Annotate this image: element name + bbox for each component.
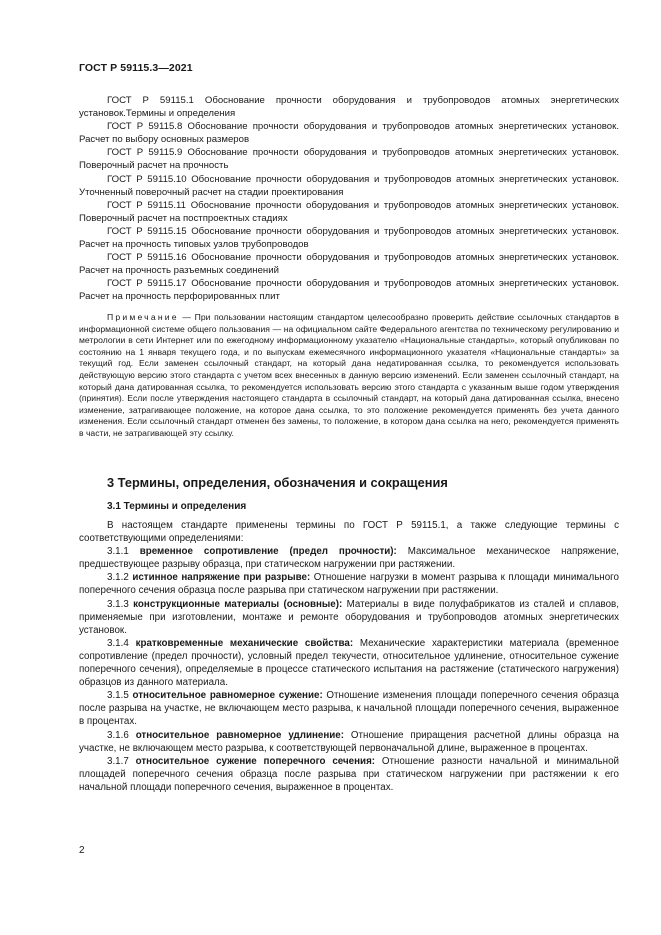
term-text: Отношение изменения площади поперечного сечения образца после разрыва на участке, не включающем место разрыва, к начальной площади поперечного сечения, выраженное в процентах.: [79, 690, 619, 728]
reference-item: ГОСТ Р 59115.15 Обоснование прочности оборудования и трубопроводов атомных энергетических установок. Расчет на прочность типовых узлов трубопроводов: [79, 225, 619, 251]
term-text: Механические характеристики материала (временное сопротивление (предел прочности), условный предел текучести, относительное удлинение, относительное сужение поперечного сечения), определяемые в процессе статического испытания на растяжение (статического нагружения) образцов из данного материала.: [79, 637, 619, 689]
term-number: 3.1.5: [107, 690, 129, 702]
term-name: конструкционные материалы (основные):: [133, 598, 343, 610]
reference-item: ГОСТ Р 59115.11 Обоснование прочности оборудования и трубопроводов атомных энергетических установок. Поверочный расчет на постпроектных стадиях: [79, 199, 619, 224]
note-dash: —: [178, 312, 195, 322]
term-definition: [79, 571, 619, 597]
term-text: Материалы в виде полуфабрикатов из сталей и сплавов, применяемые при изготовлении, монтаже и ремонте оборудования и трубопроводов атомных энергетических установок.: [79, 598, 619, 636]
term-number: 3.1.2: [107, 572, 129, 584]
term-number: 3.1.4: [107, 637, 129, 649]
note-label: Примечание: [107, 312, 179, 322]
term-text: Отношение нагрузки в момент разрыва к площади минимального поперечного сечения образца после разрыва при статическом нагружении при растяжении.: [79, 572, 619, 597]
terms-body: [79, 519, 619, 794]
note-paragraph: [79, 312, 619, 440]
term-name: относительное равномерное удлинение:: [135, 729, 345, 741]
term-number: 3.1.7: [107, 755, 129, 767]
term-definition: [79, 689, 619, 728]
reference-item: ГОСТ Р 59115.8 Обоснование прочности оборудования и трубопроводов атомных энергетических установок. Расчет по выбору основных размеров: [79, 121, 619, 146]
intro-paragraph: В настоящем стандарте применены термины по ГОСТ Р 59115.1, а также следующие термины с соответствующими определениями:: [79, 520, 619, 545]
reference-item: ГОСТ Р 59115.1 Обоснование прочности оборудования и трубопроводов атомных энергетических установок.Термины и определения: [79, 95, 619, 120]
normative-references-list: [79, 94, 619, 304]
document-header: ГОСТ Р 59115.3—2021: [79, 62, 193, 74]
term-number: 3.1.1: [107, 546, 129, 558]
term-text: Отношение приращения расчетной длины образца на участке, не включающем место разрыва, к соответствующей первоначальной длине, выраженное в процентах.: [79, 729, 619, 754]
section-3-1-heading: 3.1 Термины и определения: [107, 501, 247, 512]
term-text: Отношение разности начальной и минимальной площадей поперечного сечения образца после разрыва при статическом нагружении при растяжении к его начальной площади поперечного сечения, выраженное в процентах.: [79, 755, 619, 793]
reference-item: ГОСТ Р 59115.16 Обоснование прочности оборудования и трубопроводов атомных энергетических установок. Расчет на прочность разъемных соединений: [79, 252, 619, 277]
page-number: 2: [79, 845, 85, 856]
term-name: кратковременные механические свойства:: [135, 637, 354, 649]
term-definition: [79, 545, 619, 571]
term-name: истинное напряжение при разрыве:: [132, 572, 311, 584]
section-3-heading: 3 Термины, определения, обозначения и сокращения: [107, 475, 448, 490]
term-definition: [79, 755, 619, 794]
term-name: относительное сужение поперечного сечения:: [135, 755, 376, 767]
term-definition: [79, 598, 619, 637]
note-text: При пользовании настоящим стандартом целесообразно проверить действие ссылочных стандартов в информационной системе общего пользования — на официальном сайте Федерального агентства по техническому регулированию и метрологии в сети Интернет или по ежегодному информационному указателю «Национальные стандарты», который опубликован по состоянию на 1 января текущего года, и по выпускам ежемесячного информационного указателя «Национальные стандарты» за текущий год. Если заменен ссылочный стандарт, на который дана недатированная ссылка, то рекомендуется использовать действующую версию этого стандарта с учетом всех внесенных в данную версию изменений. Если заменен ссылочный стандарт, на который дана датированная ссылка, то рекомендуется использовать версию этого стандарта с указанным выше годом утверждения (принятия). Если после утверждения настоящего стандарта в ссылочный стандарт, на который дана датированная ссылка, внесено изменение, затрагивающее положение, на которое дана ссылка, то это положение рекомендуется применять без учета данного изменения. Если ссылочный стандарт отменен без замены, то положение, в котором дана ссылка на него, рекомендуется применять в части, не затрагивающей эту ссылку.: [79, 312, 619, 438]
term-text: Максимальное механическое напряжение, предшествующее разрыву образца, при статическом нагружении при растяжении.: [79, 546, 619, 571]
term-definition: [79, 637, 619, 689]
term-number: 3.1.3: [107, 598, 129, 610]
term-number: 3.1.6: [107, 729, 129, 741]
term-name: временное сопротивление (предел прочности):: [139, 546, 397, 558]
reference-item: ГОСТ Р 59115.17 Обоснование прочности оборудования и трубопроводов атомных энергетических установок. Расчет на прочность перфорированных плит: [79, 278, 619, 303]
term-name: относительное равномерное сужение:: [132, 690, 323, 702]
reference-item: ГОСТ Р 59115.9 Обоснование прочности оборудования и трубопроводов атомных энергетических установок. Поверочный расчет на прочность: [79, 147, 619, 172]
term-definition: [79, 729, 619, 755]
reference-item: ГОСТ Р 59115.10 Обоснование прочности оборудования и трубопроводов атомных энергетических установок. Уточненный поверочный расчет на стадии проектирования: [79, 173, 619, 198]
